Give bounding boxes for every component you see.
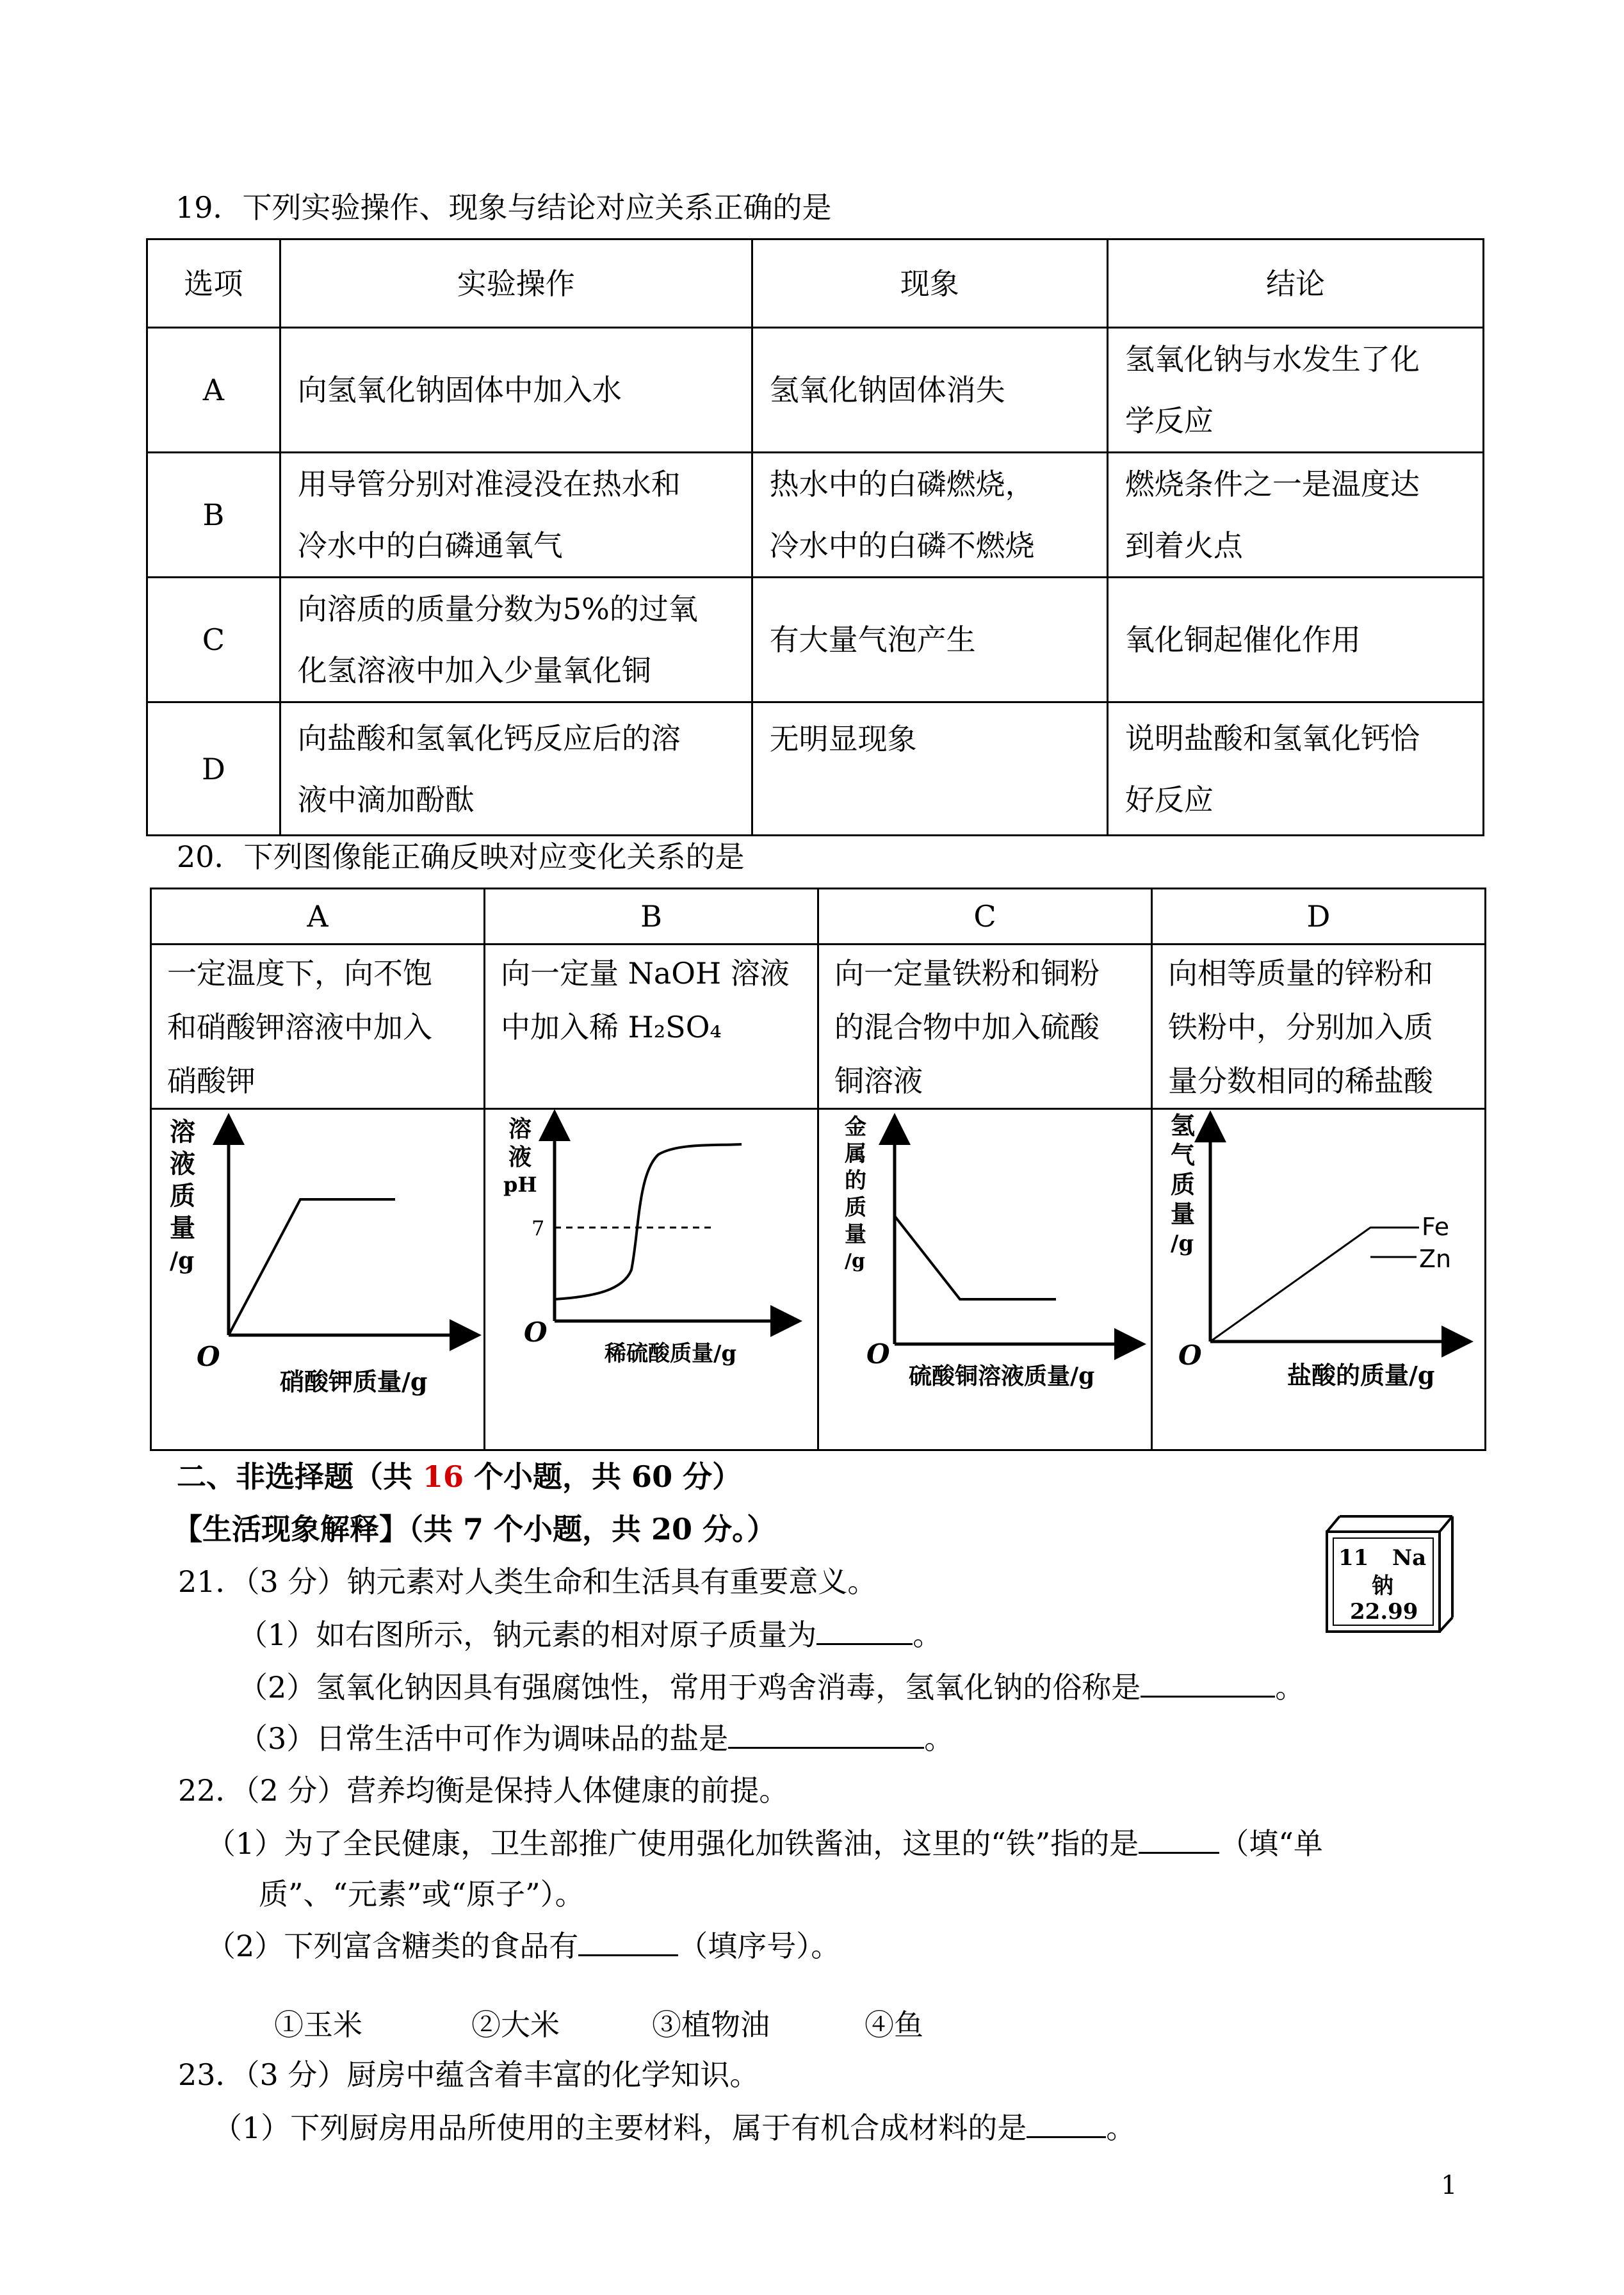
graph-c-curve xyxy=(895,1216,1056,1299)
q20-graph-c-cell xyxy=(818,1109,1152,1450)
q20-title: 20．下列图像能正确反映对应变化关系的是 xyxy=(177,839,745,874)
graph-a-ylabel-0: 溶 xyxy=(170,1117,195,1147)
q20-desc-d: 向相等质量的锌粉和 铁粉中，分别加入质 量分数相同的稀盐酸 xyxy=(1152,945,1486,1109)
element-card-na xyxy=(1324,1512,1456,1634)
graph-a-curve xyxy=(229,1199,395,1335)
graph-b-tick-7: 7 xyxy=(532,1216,545,1240)
table-row xyxy=(147,453,1484,578)
q20-desc-b: 向一定量 NaOH 溶液 中加入稀 H₂SO₄ xyxy=(485,945,818,1109)
graph-d-xlabel: 盐酸的质量/g xyxy=(1287,1361,1435,1390)
graph-d-ylabel-0: 氢 xyxy=(1171,1111,1196,1140)
q20-graph-b-cell xyxy=(485,1109,818,1450)
graph-d-ylabel-3: 量 xyxy=(1171,1199,1196,1228)
q20-table xyxy=(150,888,1486,1451)
q19-header-conclusion: 结论 xyxy=(1107,239,1483,328)
element-number: 11 xyxy=(1338,1545,1369,1571)
graph-d-series-fe: Fe xyxy=(1422,1213,1450,1241)
graph-c-ylabel-5: /g xyxy=(845,1250,865,1272)
q20-graph-a xyxy=(152,1110,483,1448)
graph-a-ylabel-2: 质 xyxy=(170,1181,195,1211)
q19-phenomenon-a: 氢氧化钠固体消失 xyxy=(752,328,1107,453)
q19-conclusion-b: 燃烧条件之一是温度达 到着火点 xyxy=(1107,453,1483,578)
q22-option-4: ④鱼 xyxy=(865,2007,923,2042)
q19-operation-b: 用导管分别对准浸没在热水和 冷水中的白磷通氧气 xyxy=(280,453,752,578)
element-mass: 22.99 xyxy=(1350,1599,1418,1625)
section2-count: 16 xyxy=(423,1459,464,1494)
life-heading: 【生活现象解释】（共 7 个小题，共 20 分。） xyxy=(173,1512,777,1546)
q22-option-2: ②大米 xyxy=(471,2007,560,2042)
q20-desc-c: 向一定量铁粉和铜粉 的混合物中加入硫酸 铜溶液 xyxy=(818,945,1152,1109)
q19-conclusion-d: 说明盐酸和氢氧化钙恰 好反应 xyxy=(1107,702,1483,836)
graph-b-curve xyxy=(555,1144,742,1299)
table-row xyxy=(147,702,1484,836)
q22-sub1-cont: 质”、“元素”或“原子”）。 xyxy=(259,1877,585,1911)
q19-header-phenomenon: 现象 xyxy=(752,239,1107,328)
graph-a-xlabel: 硝酸钾质量/g xyxy=(280,1367,428,1396)
q20-graph-b xyxy=(485,1110,817,1448)
graph-b-xlabel: 稀硫酸质量/g xyxy=(605,1341,737,1366)
q22-sub1: （1）为了全民健康，卫生部推广使用强化加铁酱油，这里的“铁”指的是 （填“单 xyxy=(206,1824,1323,1863)
graph-d-series-zn: Zn xyxy=(1419,1245,1452,1273)
q19-option-d: D xyxy=(147,702,280,836)
graph-a-ylabel-3: 量 xyxy=(170,1213,195,1243)
section2-heading: 二、非选择题（共 16 个小题，共 60 分） xyxy=(177,1459,742,1494)
q19-header-operation: 实验操作 xyxy=(280,239,752,328)
element-symbol: Na xyxy=(1392,1545,1427,1571)
q19-table xyxy=(146,238,1484,836)
q21-blank-1[interactable] xyxy=(816,1615,913,1645)
q19-conclusion-c: 氧化铜起催化作用 xyxy=(1107,578,1483,702)
q20-header-a: A xyxy=(151,889,485,945)
q20-graph-c xyxy=(819,1110,1151,1448)
graph-a-ylabel-4: /g xyxy=(170,1247,195,1274)
graph-a-ylabel-1: 液 xyxy=(170,1149,195,1179)
q23-title: 23．（3 分）厨房中蕴含着丰富的化学知识。 xyxy=(178,2057,759,2092)
q22-sub2: （2）下列富含糖类的食品有 （填序号）。 xyxy=(206,1926,840,1965)
q23-sub1: （1）下列厨房用品所使用的主要材料，属于有机合成材料的是 。 xyxy=(213,2108,1135,2147)
graph-c-ylabel-3: 质 xyxy=(845,1195,866,1220)
graph-a-origin: O xyxy=(197,1341,220,1372)
q21-sub1: （1）如右图所示，钠元素的相对原子质量为 。 xyxy=(238,1615,942,1654)
q19-operation-c: 向溶质的质量分数为5%的过氧 化氢溶液中加入少量氧化铜 xyxy=(280,578,752,702)
q23-blank-1[interactable] xyxy=(1027,2108,1106,2138)
q21-sub2: （2）氢氧化钠因具有强腐蚀性，常用于鸡舍消毒，氢氧化钠的俗称是 。 xyxy=(238,1667,1304,1707)
q20-graph-d-cell xyxy=(1152,1109,1486,1450)
q19-operation-a: 向氢氧化钠固体中加入水 xyxy=(280,328,752,453)
q21-title: 21．（3 分）钠元素对人类生命和生活具有重要意义。 xyxy=(178,1564,877,1599)
table-row xyxy=(147,578,1484,702)
q22-blank-2[interactable] xyxy=(578,1926,678,1956)
graph-b-origin: O xyxy=(524,1317,548,1348)
graph-d-ylabel-4: /g xyxy=(1171,1231,1194,1256)
graph-c-ylabel-4: 量 xyxy=(845,1222,866,1247)
q19-option-a: A xyxy=(147,328,280,453)
q19-operation-d: 向盐酸和氢氧化钙反应后的溶 液中滴加酚酞 xyxy=(280,702,752,836)
q19-title: 19．下列实验操作、现象与结论对应关系正确的是 xyxy=(175,190,832,225)
graph-b-ylabel-2: pH xyxy=(503,1172,537,1197)
q21-blank-3[interactable] xyxy=(728,1719,924,1749)
q19-phenomenon-b: 热水中的白磷燃烧， 冷水中的白磷不燃烧 xyxy=(752,453,1107,578)
graph-d-ylabel-1: 气 xyxy=(1171,1140,1196,1169)
graph-c-ylabel-1: 属 xyxy=(845,1141,866,1167)
graph-c-xlabel: 硫酸铜溶液质量/g xyxy=(909,1363,1095,1390)
q20-graph-a-cell xyxy=(151,1109,485,1450)
graph-b-ylabel-1: 液 xyxy=(508,1144,532,1171)
page-number: 1 xyxy=(1441,2171,1458,2200)
q19-option-c: C xyxy=(147,578,280,702)
q21-sub3: （3）日常生活中可作为调味品的盐是 。 xyxy=(238,1719,954,1758)
graph-d-origin: O xyxy=(1178,1340,1202,1371)
graph-c-ylabel-0: 金 xyxy=(845,1114,866,1140)
graph-d-fe-line xyxy=(1210,1228,1419,1342)
graph-c-ylabel-2: 的 xyxy=(845,1168,866,1194)
q19-header-option: 选项 xyxy=(147,239,280,328)
q19-conclusion-a: 氢氧化钠与水发生了化 学反应 xyxy=(1107,328,1483,453)
q20-header-d: D xyxy=(1152,889,1486,945)
q20-desc-a: 一定温度下，向不饱 和硝酸钾溶液中加入 硝酸钾 xyxy=(151,945,485,1109)
element-name: 钠 xyxy=(1372,1573,1393,1599)
q19-option-b: B xyxy=(147,453,280,578)
q20-header-c: C xyxy=(818,889,1152,945)
graph-b-ylabel-0: 溶 xyxy=(508,1115,532,1142)
graph-d-ylabel-2: 质 xyxy=(1171,1170,1196,1199)
q22-title: 22．（2 分）营养均衡是保持人体健康的前提。 xyxy=(178,1773,789,1808)
q19-phenomenon-d: 无明显现象 xyxy=(752,702,1107,836)
q21-blank-2[interactable] xyxy=(1141,1667,1275,1698)
q20-graph-d xyxy=(1153,1110,1484,1448)
q19-phenomenon-c: 有大量气泡产生 xyxy=(752,578,1107,702)
graph-c-origin: O xyxy=(866,1338,890,1370)
q22-blank-1[interactable] xyxy=(1139,1824,1219,1854)
table-row xyxy=(147,328,1484,453)
q20-header-b: B xyxy=(485,889,818,945)
q22-option-1: ①玉米 xyxy=(274,2007,362,2042)
q22-option-3: ③植物油 xyxy=(652,2007,770,2042)
